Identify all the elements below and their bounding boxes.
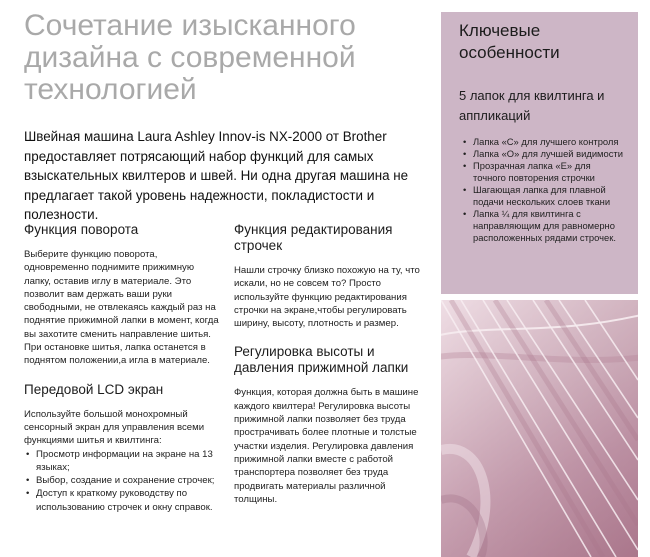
presser-foot-item: • Прозрачная лапка «Е» для точного повторения строчки	[463, 160, 625, 184]
lcd-feature-item: • Просмотр информации на экране на 13 языках;	[24, 448, 220, 475]
edit-body: Нашли строчку близко похожую на ту, что искали, но не совсем то? Просто используйте функцию редактирования строчки на экране,чтобы регулировать ширину, высоту, плотность и размер.	[234, 265, 420, 330]
fabric-pleats-image	[441, 300, 638, 557]
middle-column	[234, 222, 430, 506]
presser-foot-item: • Лапка ¼ для квилтинга с направляющим для равномерно расположенных рядами строчек.	[463, 208, 625, 244]
edit-title: Функция редактирования строчек	[234, 222, 393, 253]
page-headline: Сочетание изысканного дизайна с современной технологией	[24, 9, 356, 106]
lcd-feature-item: • Выбор, создание и сохранение строчек;	[24, 474, 220, 487]
presser-foot-item: • Лапка «О» для лучшей видимости	[463, 148, 625, 160]
pressure-section	[234, 344, 430, 506]
presser-foot-item: • Лапка «С» для лучшего контроля	[463, 136, 625, 148]
lcd-feature-item: • Доступ к краткому руководству по использованию строчек и окну справок.	[24, 487, 220, 514]
lcd-title: Передовой LCD экран	[24, 381, 164, 397]
pivot-title: Функция поворота	[24, 222, 139, 237]
panel-title: Ключевые особенности	[459, 21, 560, 62]
left-column	[24, 222, 220, 514]
pressure-body: Функция, которая должна быть в машине каждого квилтера! Регулировка высоты прижимной лапки позволяет без труда прострачивать более плотные и толстые участки изделия. Регулировка давления прижимной лапки вместе с работой транспортера позволяет без труда продвигать материалы различной толщины.	[234, 387, 419, 505]
panel-subtitle: 5 лапок для квилтинга и аппликаций	[459, 88, 605, 123]
pivot-section	[24, 222, 220, 368]
lcd-section	[24, 382, 220, 514]
key-features-panel	[441, 12, 638, 294]
presser-foot-item: • Шагающая лапка для плавной подачи нескольких слоев ткани	[463, 184, 625, 208]
quilted-fabric-photo	[441, 300, 638, 557]
presser-feet-list	[463, 136, 625, 244]
intro-paragraph: Швейная машина Laura Ashley Innov-is NX-2000 от Brother предоставляет потрясающий набор функций для самых взыскательных квилтеров и швей. Ни одна другая машина не предлагает такой уровень надежности, покладистости и полезности.	[24, 129, 409, 222]
lcd-feature-list	[24, 448, 220, 514]
lcd-body: Используйте большой монохромный сенсорный экран для управления всеми функциями шитья и квилтинга:	[24, 408, 205, 447]
edit-section	[234, 222, 430, 330]
pivot-body: Выберите функцию поворота, одновременно поднимите прижимную лапку, оставив иглу в материале. Это позволит вам держать ваши руки свободными, не отвлекаясь каждый раз на поднятие прижимной лапки в момент, когда вы захотите сменить направление шитья. При остановке шитья, лапка останется в поднятом положении,а игла в материале.	[24, 249, 219, 367]
pressure-title: Регулировка высоты и давления прижимной лапки	[234, 344, 409, 376]
